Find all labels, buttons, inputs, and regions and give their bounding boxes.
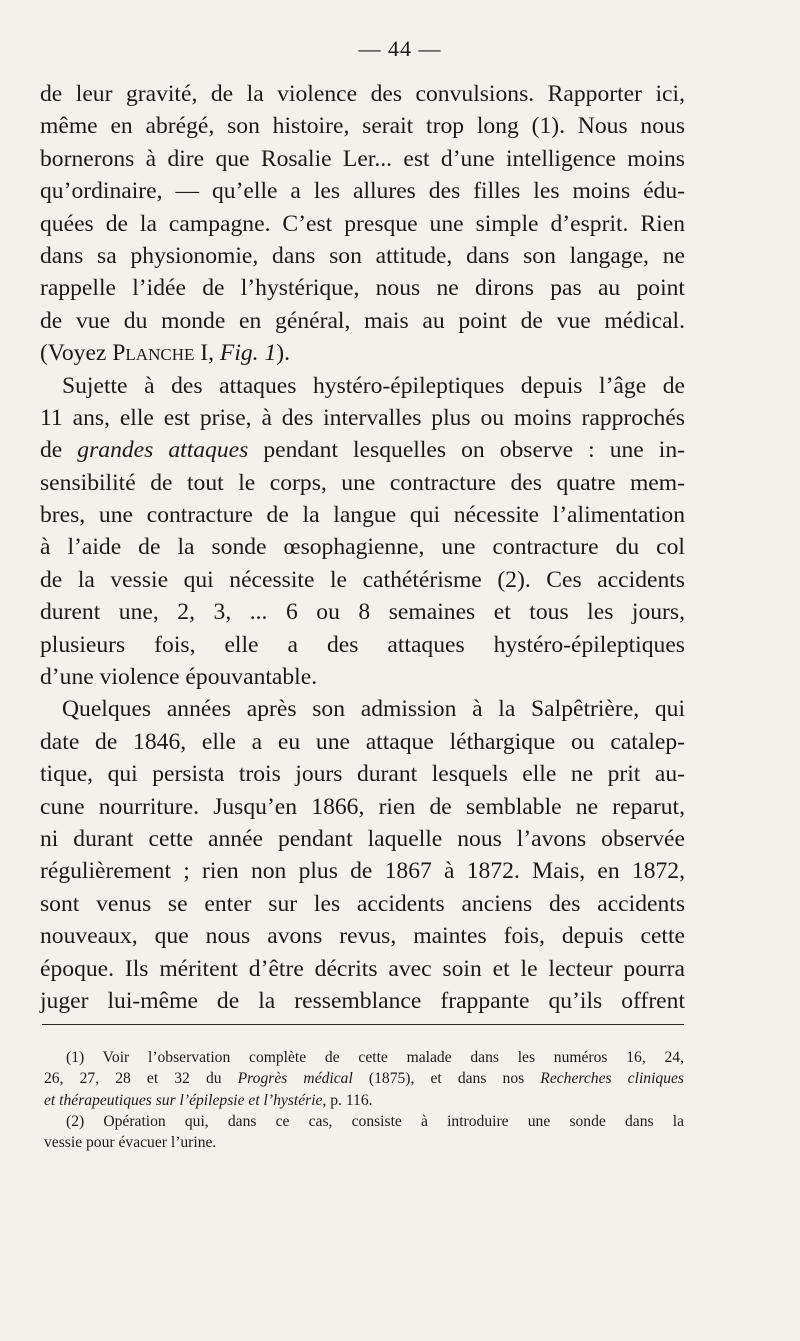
footnote-1-line xyxy=(44,1068,684,1089)
journal-title: Progrès médical xyxy=(237,1070,353,1088)
body-line: bres, une contracture de la langue qui nécessite l’alimentation xyxy=(40,502,685,529)
text-run: (1875), et dans nos xyxy=(352,1070,541,1088)
body-line: de la vessie qui nécessite le cathétérisme (2). Ces accidents xyxy=(40,566,685,593)
text-run: (Voyez xyxy=(40,340,113,367)
body-line: ni durant cette année pendant laquelle nous l’avons observée xyxy=(40,825,685,852)
footnote-2-line: vessie pour évacuer l’urine. xyxy=(44,1134,217,1152)
body-line: dans sa physionomie, dans son attitude, dans son langage, ne xyxy=(40,242,685,269)
figure-reference: Fig. 1 xyxy=(219,340,277,367)
text-run: de xyxy=(40,437,78,464)
body-line: Sujette à des attaques hystéro-épileptiques depuis l’âge de xyxy=(62,372,685,399)
body-line: même en abrégé, son histoire, serait trop long (1). Nous nous xyxy=(40,113,685,140)
text-run: pendant lesquelles on observe : une in- xyxy=(248,437,685,464)
body-line: nouveaux, que nous avons revus, maintes fois, depuis cette xyxy=(40,923,685,950)
body-line: de leur gravité, de la violence des convulsions. Rapporter ici, xyxy=(40,81,685,107)
text-run: 26, 27, 28 et 32 du xyxy=(44,1070,238,1088)
footnote-2-line: (2) Opération qui, dans ce cas, consiste à introduire une sonde dans la xyxy=(66,1112,684,1130)
body-line: durent une, 2, 3, ... 6 ou 8 semaines et tous les jours, xyxy=(40,599,685,626)
text-run: , p. 116. xyxy=(322,1091,373,1109)
footnote-1-line xyxy=(44,1090,684,1111)
text-run: I, xyxy=(194,340,220,367)
page-number: — 44 — xyxy=(358,36,442,61)
body-line: de vue du monde en général, mais au point de vue médical. xyxy=(40,307,685,334)
body-line: Quelques années après son admission à la Salpêtrière, qui xyxy=(62,696,685,723)
text-run: ). xyxy=(276,340,291,367)
footnotes xyxy=(44,1047,684,1153)
plate-reference: Planche xyxy=(112,340,195,367)
body-line: cune nourriture. Jusqu’en 1866, rien de semblable ne reparut, xyxy=(40,793,685,820)
footnote-1-line: (1) Voir l’observation complète de cette malade dans les numéros 16, 24, xyxy=(66,1049,684,1066)
body-line: date de 1846, elle a eu une attaque léthargique ou catalep- xyxy=(40,728,685,755)
body-line: juger lui-même de la ressemblance frappante qu’ils offrent xyxy=(40,987,685,1014)
body-line: d’une violence épouvantable. xyxy=(40,664,318,691)
body-line: sont venus se enter sur les accidents anciens des accidents xyxy=(40,890,685,917)
body-line-figure-reference xyxy=(40,337,685,369)
body-line: tique, qui persista trois jours durant lesquels elle ne prit au- xyxy=(40,761,685,788)
emphasis-grandes-attaques: grandes attaques xyxy=(77,437,249,464)
body-line: 11 ans, elle est prise, à des intervalles plus ou moins rapprochés xyxy=(40,404,685,431)
footnote-separator xyxy=(42,1024,684,1025)
book-title: Recherches cliniques xyxy=(540,1070,684,1088)
body-line: époque. Ils méritent d’être décrits avec soin et le lecteur pourra xyxy=(40,955,685,982)
book-title-continued: et thérapeutiques sur l’épilepsie et l’hystérie xyxy=(44,1091,323,1109)
body-line: qu’ordinaire, — qu’elle a les allures des filles les moins édu- xyxy=(40,178,685,205)
body-line: plusieurs fois, elle a des attaques hystéro-épileptiques xyxy=(40,631,685,658)
body-line: bornerons à dire que Rosalie Ler... est d’une intelligence moins xyxy=(40,145,685,172)
body-line: à l’aide de la sonde œsophagienne, une contracture du col xyxy=(40,534,685,561)
body-line: quées de la campagne. C’est presque une simple d’esprit. Rien xyxy=(40,210,685,237)
body-line: régulièrement ; rien non plus de 1867 à 1872. Mais, en 1872, xyxy=(40,858,685,885)
body-text xyxy=(40,78,685,1017)
body-line: rappelle l’idée de l’hystérique, nous ne dirons pas au point xyxy=(40,275,685,302)
body-line: sensibilité de tout le corps, une contracture des quatre mem- xyxy=(40,469,685,496)
body-line-emphasis xyxy=(40,434,685,466)
